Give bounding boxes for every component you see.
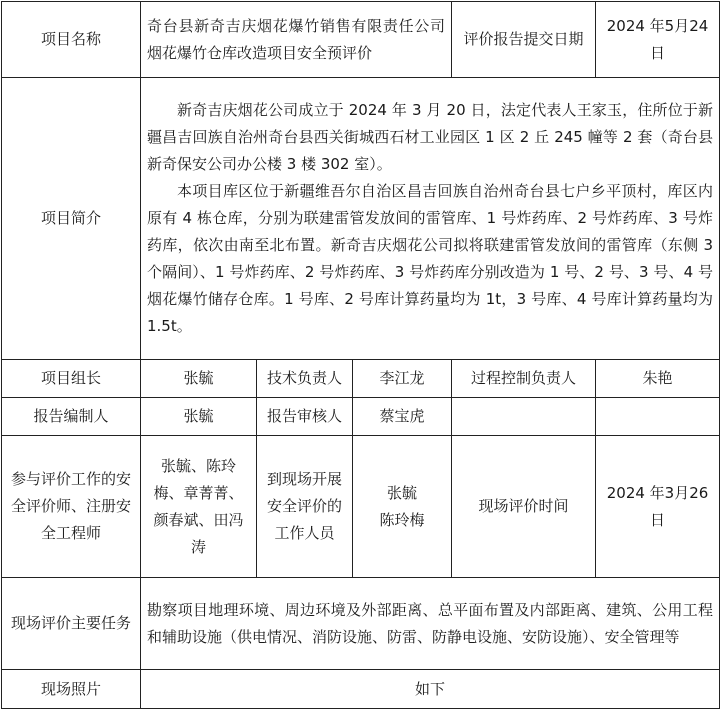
- row-project-intro: [2, 78, 720, 360]
- tech-lead-label: 技术负责人: [257, 360, 353, 398]
- empty-cell: [596, 398, 720, 436]
- report-date-label: 评价报告提交日期: [452, 2, 596, 78]
- row-team: [2, 436, 720, 578]
- tech-lead-name: 李江龙: [353, 360, 452, 398]
- intro-paragraph-2: 本项目库区位于新疆维吾尔自治区昌吉回族自治州奇台县七户乡平顶村，库区内原有 4 栋仓库，分别为联建雷管发放间的雷管库、1 号炸药库、2 号炸药库、3 号炸药库，依次由南至北布置。新奇吉庆烟花公司拟将联建雷管发放间的雷管库（东侧 3 个隔间）、1 号炸药库、2 号炸药库、3 号炸药库分别改造为 1 号、2 号、3 号、4 号烟花爆竹储存仓库。1 号库、2 号库计算药量均为 1t，3 号库、4 号库计算药量均为 1.5t。: [147, 182, 714, 335]
- row-leader: [2, 360, 720, 398]
- empty-cell: [452, 398, 596, 436]
- row-author: [2, 398, 720, 436]
- project-intro-label: 项目简介: [2, 78, 141, 360]
- task-label: 现场评价主要任务: [2, 578, 141, 670]
- team-label: 参与评价工作的安全评价师、注册安全工程师: [2, 436, 141, 578]
- project-name-value: 奇台县新奇吉庆烟花爆竹销售有限责任公司烟花爆竹仓库改造项目安全预评价: [141, 2, 452, 78]
- leader-name: 张毓: [141, 360, 257, 398]
- photo-value: 如下: [141, 670, 720, 709]
- author-label: 报告编制人: [2, 398, 141, 436]
- team-names: 张毓、陈玲梅、章菁菁、颜春斌、田冯涛: [141, 436, 257, 578]
- onsite-label: 到现场开展安全评价的工作人员: [257, 436, 353, 578]
- task-value: 勘察项目地理环境、周边环境及外部距离、总平面布置及内部距离、建筑、公用工程和辅助设施（供电情况、消防设施、防雷、防静电设施、安防设施）、安全管理等: [141, 578, 720, 670]
- row-task: [2, 578, 720, 670]
- intro-paragraph-1: 新奇吉庆烟花公司成立于 2024 年 3 月 20 日，法定代表人王家玉，住所位于新疆昌吉回族自治州奇台县西关街城西石材工业园区 1 区 2 丘 245 幢等 2 套（奇台县新奇保安公司办公楼 3 楼 302 室）。: [147, 101, 714, 173]
- project-intro-content: [141, 78, 720, 360]
- process-lead-label: 过程控制负责人: [452, 360, 596, 398]
- leader-label: 项目组长: [2, 360, 141, 398]
- row-photo: [2, 670, 720, 709]
- row-project-name: [2, 2, 720, 78]
- reviewer-name: 蔡宝虎: [353, 398, 452, 436]
- onsite-time-label: 现场评价时间: [452, 436, 596, 578]
- project-name-label: 项目名称: [2, 2, 141, 78]
- author-name: 张毓: [141, 398, 257, 436]
- onsite-time-value: 2024 年3月26日: [596, 436, 720, 578]
- report-date-value: 2024 年5月24日: [596, 2, 720, 78]
- photo-label: 现场照片: [2, 670, 141, 709]
- reviewer-label: 报告审核人: [257, 398, 353, 436]
- project-info-table: [1, 1, 720, 709]
- process-lead-name: 朱艳: [596, 360, 720, 398]
- onsite-names: 张毓 陈玲梅: [353, 436, 452, 578]
